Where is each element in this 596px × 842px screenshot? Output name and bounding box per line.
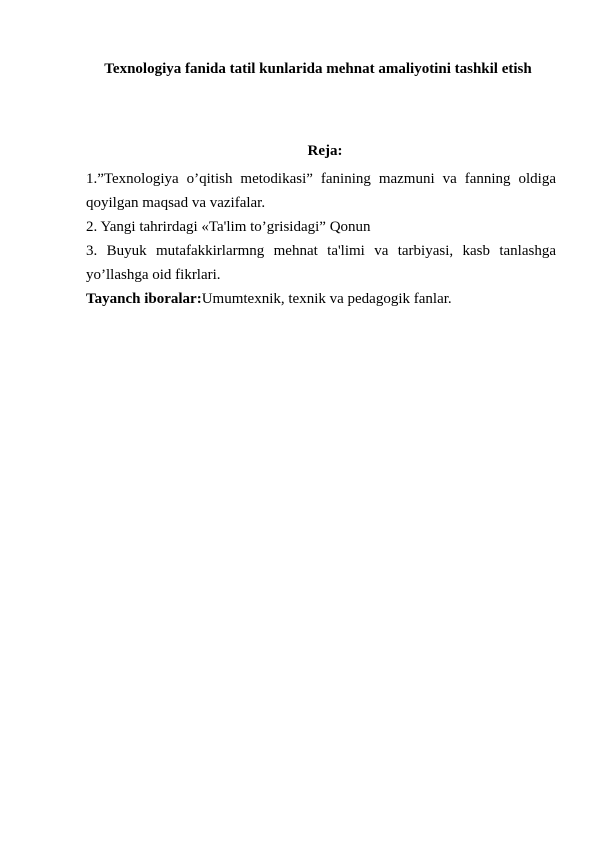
plan-item-3: 3. Buyuk mutafakkirlarmng mehnat ta'limi va tarbiyasi, kasb tanlashga yo’llashga oid fikrlari. <box>86 243 556 283</box>
keywords-text: Umumtexnik, texnik va pedagogik fanlar. <box>201 291 452 307</box>
keywords-paragraph <box>86 287 556 311</box>
document-body <box>86 167 556 311</box>
document-title: Texnologiya fanida tatil kunlarida mehnat amaliyotini tashkil etish <box>104 61 532 77</box>
plan-item-2: 2. Yangi tahrirdagi «Ta'lim to’grisidagi” Qonun <box>86 219 371 235</box>
plan-item-1: 1.”Texnologiya o’qitish metodikasi” fanining mazmuni va fanning oldiga qoyilgan maqsad va vazifalar. <box>86 171 556 211</box>
keywords-label: Tayanch iboralar: <box>86 291 202 307</box>
plan-heading: Reja: <box>307 143 343 159</box>
